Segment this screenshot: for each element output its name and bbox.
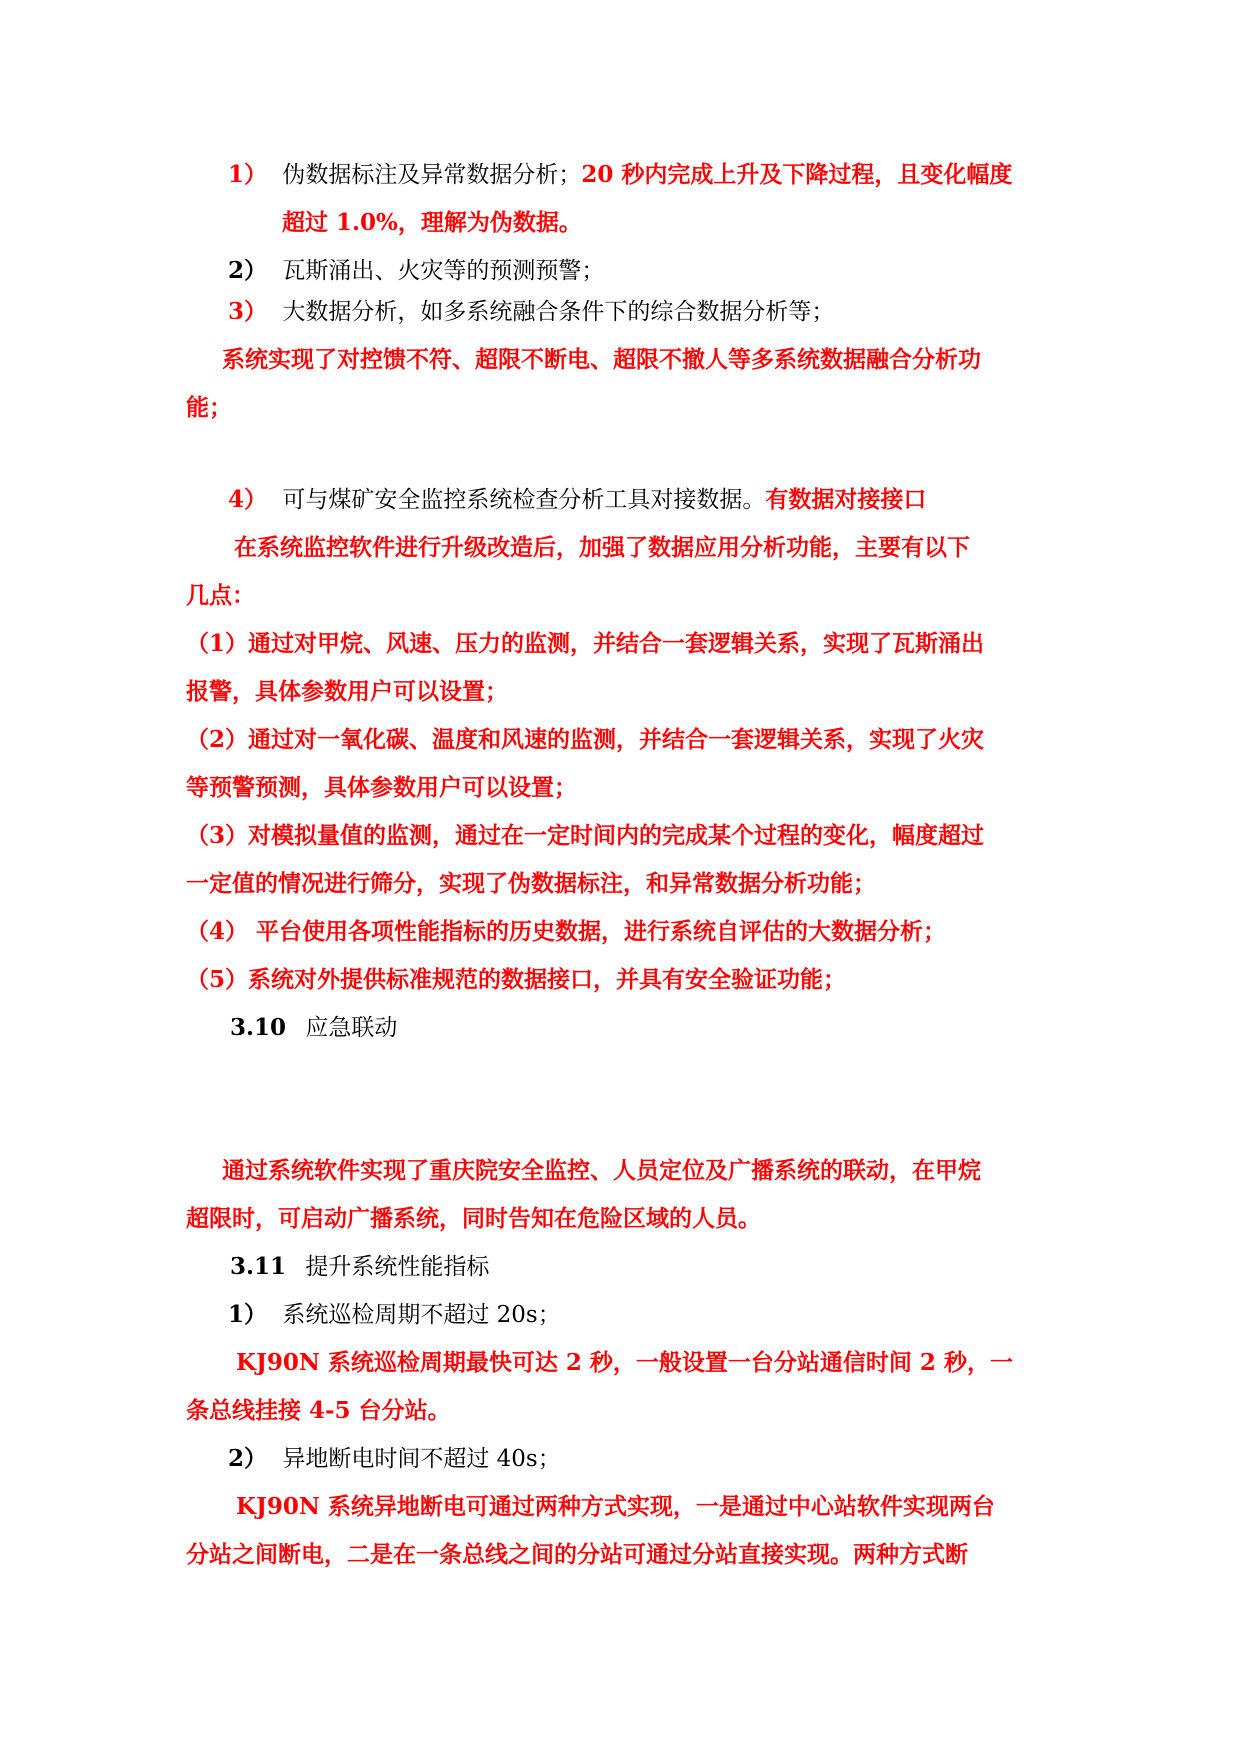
item-2-line <box>228 256 604 286</box>
item-text: 大数据分析，如多系统融合条件下的综合数据分析等； <box>282 299 835 325</box>
item-number: 1） <box>228 161 268 188</box>
perf-item-1-line <box>228 1300 561 1330</box>
item-note: 有数据对接接口 <box>765 486 927 513</box>
item-number: 4） <box>228 486 268 513</box>
paragraph-line: KJ90N 系统异地断电可通过两种方式实现，一是通过中心站软件实现两台 <box>236 1493 995 1520</box>
item-number: 3） <box>228 298 268 325</box>
item-4-line <box>228 485 926 515</box>
paragraph-line: 能； <box>186 394 232 421</box>
paragraph-line: 条总线挂接 4-5 台分站。 <box>186 1397 451 1424</box>
paragraph-line: 分站之间断电，二是在一条总线之间的分站可通过分站直接实现。两种方式断 <box>186 1541 968 1568</box>
paragraph-line: KJ90N 系统巡检周期最快可达 2 秒，一般设置一台分站通信时间 2 秒，一 <box>236 1349 1013 1376</box>
item-text: 系统巡检周期不超过 20s； <box>282 1302 561 1328</box>
item-text: 异地断电时间不超过 40s； <box>282 1446 561 1472</box>
item-text: 瓦斯涌出、火灾等的预测预警； <box>282 258 605 284</box>
paragraph-line: 等预警预测，具体参数用户可以设置； <box>186 774 577 801</box>
paragraph-line: 通过系统软件实现了重庆院安全监控、人员定位及广播系统的联动，在甲烷 <box>222 1157 981 1184</box>
item-1-line <box>228 160 1012 190</box>
paragraph-line: （1）通过对甲烷、风速、压力的监测，并结合一套逻辑关系，实现了瓦斯涌出 <box>186 630 985 657</box>
perf-item-2-line <box>228 1444 561 1474</box>
paragraph-line: （4） 平台使用各项性能指标的历史数据，进行系统自评估的大数据分析； <box>186 918 947 945</box>
paragraph-line: 几点： <box>186 582 255 609</box>
paragraph-line: 在系统监控软件进行升级改造后，加强了数据应用分析功能，主要有以下 <box>234 534 970 561</box>
item-text: 可与煤矿安全监控系统检查分析工具对接数据。 <box>282 487 766 513</box>
section-number: 3.11 <box>230 1253 287 1280</box>
section-title: 提升系统性能指标 <box>305 1254 490 1280</box>
paragraph-line: （3）对模拟量值的监测，通过在一定时间内的完成某个过程的变化，幅度超过 <box>186 822 985 849</box>
paragraph-line: 超限时，可启动广播系统，同时告知在危险区域的人员。 <box>186 1205 761 1232</box>
item-number: 1） <box>228 1301 268 1328</box>
paragraph-line: （2）通过对一氧化碳、温度和风速的监测，并结合一套逻辑关系，实现了火灾 <box>186 726 985 753</box>
item-1-note-cont: 超过 1.0%，理解为伪数据。 <box>282 209 582 236</box>
paragraph-line: 报警，具体参数用户可以设置； <box>186 678 508 705</box>
item-number: 2） <box>228 257 268 284</box>
paragraph-line: 系统实现了对控馈不符、超限不断电、超限不撤人等多系统数据融合分析功 <box>222 346 981 373</box>
item-note: 20 秒内完成上升及下降过程，且变化幅度 <box>581 161 1013 188</box>
paragraph-line: （5）系统对外提供标准规范的数据接口，并具有安全验证功能； <box>186 966 847 993</box>
section-heading-3-11 <box>230 1252 489 1282</box>
section-title: 应急联动 <box>305 1015 398 1041</box>
section-heading-3-10 <box>230 1013 397 1043</box>
item-3-line <box>228 297 834 327</box>
item-number: 2） <box>228 1445 268 1472</box>
item-text: 伪数据标注及异常数据分析； <box>282 162 582 188</box>
paragraph-line: 一定值的情况进行筛分，实现了伪数据标注，和异常数据分析功能； <box>186 870 876 897</box>
section-number: 3.10 <box>230 1014 287 1041</box>
